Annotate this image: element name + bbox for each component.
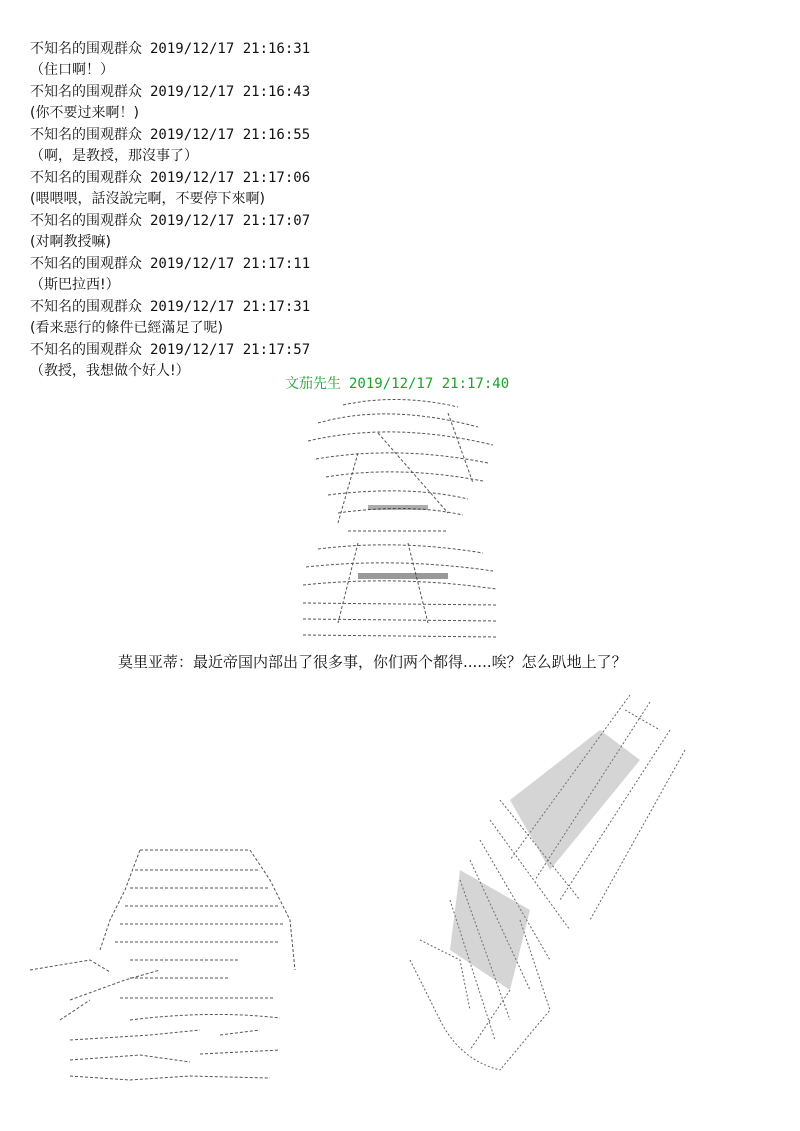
comment-author: 不知名的围观群众 <box>30 127 142 143</box>
comment-author: 不知名的围观群众 <box>30 84 142 100</box>
comment-timestamp: 2019/12/17 21:17:06 <box>150 170 311 186</box>
comment <box>30 167 590 210</box>
ascii-art-crouching-figure <box>30 840 310 1090</box>
comment-author: 不知名的围观群众 <box>30 41 142 57</box>
comment-text: (看来惡行的條件已經滿足了呢) <box>30 320 223 336</box>
comment <box>30 253 590 296</box>
comment-text: (你不要过来啊！) <box>30 105 139 121</box>
comment-author: 不知名的围观群众 <box>30 299 142 315</box>
comment-text: （住口啊！） <box>30 62 114 78</box>
comment-author: 不知名的围观群众 <box>30 256 142 272</box>
comment-text: (喂喂喂，話沒說完啊，不要停下來啊) <box>30 191 265 207</box>
featured-comment-header <box>285 373 509 393</box>
comment <box>30 38 590 81</box>
comment-text: (对啊教授嘛) <box>30 234 111 250</box>
dialogue-line: 莫里亚蒂：最近帝国内部出了很多事，你们两个都得......唉？怎么趴地上了？ <box>118 653 627 671</box>
comment <box>30 210 590 253</box>
featured-timestamp: 2019/12/17 21:17:40 <box>349 376 510 392</box>
comment-author: 不知名的围观群众 <box>30 170 142 186</box>
ascii-art-lying-figure <box>400 690 690 1080</box>
comment-author: 不知名的围观群众 <box>30 342 142 358</box>
comment-author: 不知名的围观群众 <box>30 213 142 229</box>
comment-text: （斯巴拉西!） <box>30 277 120 293</box>
comment-timestamp: 2019/12/17 21:16:43 <box>150 84 311 100</box>
comment-timestamp: 2019/12/17 21:16:31 <box>150 41 311 57</box>
comment <box>30 296 590 339</box>
comment-timestamp: 2019/12/17 21:16:55 <box>150 127 311 143</box>
ascii-art-character-portrait <box>298 393 503 648</box>
comment <box>30 124 590 167</box>
comment-list <box>30 38 590 382</box>
comment-text: （教授，我想做个好人!） <box>30 363 190 379</box>
comment-timestamp: 2019/12/17 21:17:11 <box>150 256 311 272</box>
comment-timestamp: 2019/12/17 21:17:57 <box>150 342 311 358</box>
comment-timestamp: 2019/12/17 21:17:07 <box>150 213 311 229</box>
featured-author: 文茄先生 <box>285 376 341 392</box>
comment <box>30 81 590 124</box>
comment-timestamp: 2019/12/17 21:17:31 <box>150 299 311 315</box>
comment-text: （啊，是教授，那沒事了） <box>30 148 198 164</box>
